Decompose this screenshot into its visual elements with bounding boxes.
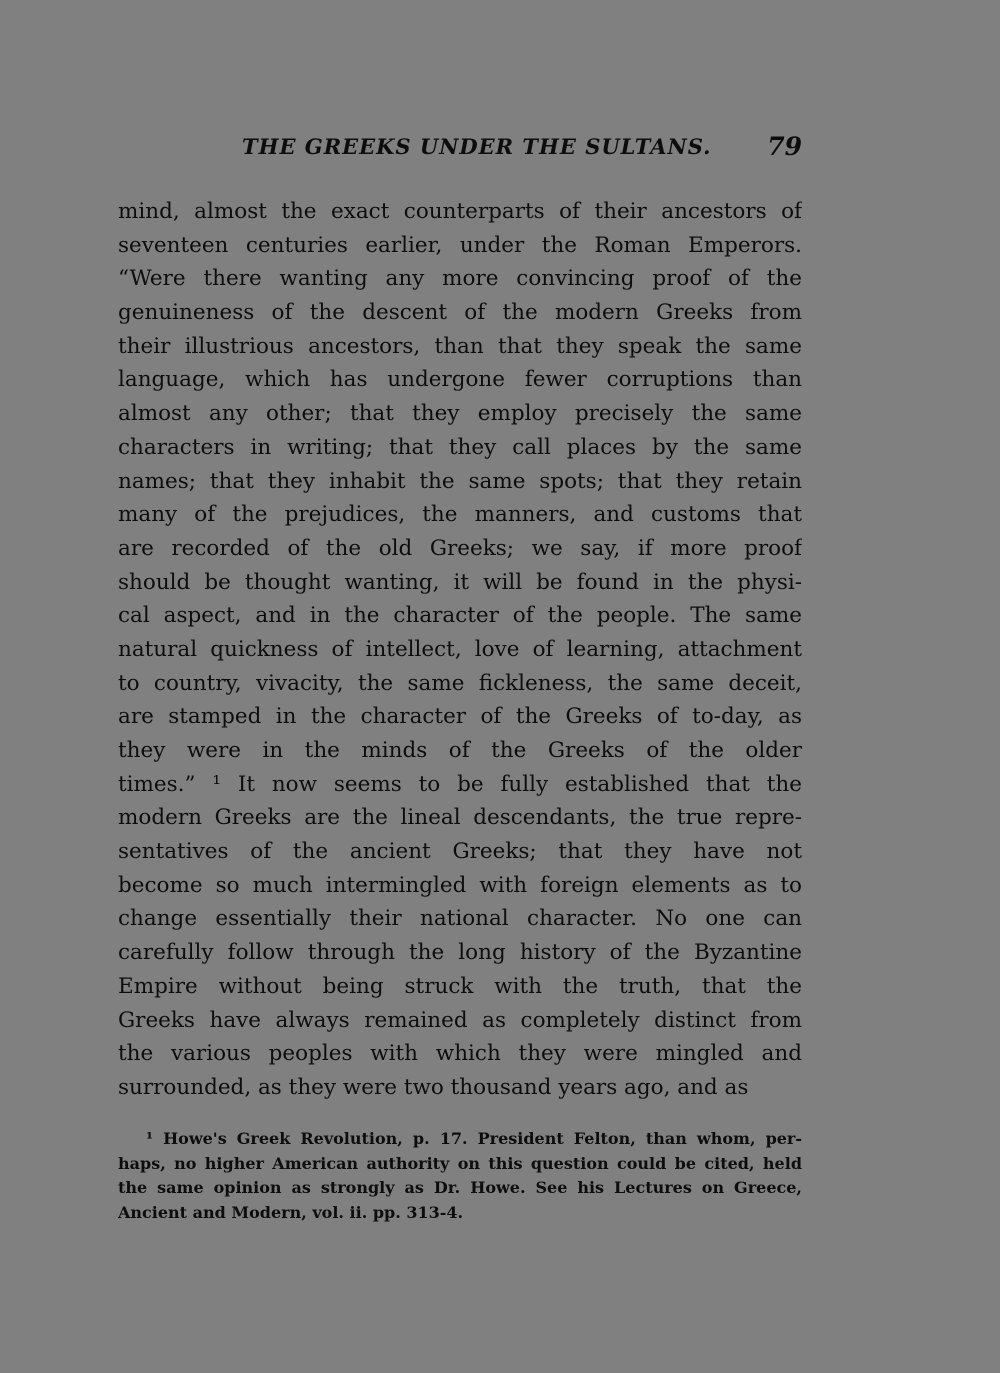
page-number: 79 <box>767 132 802 161</box>
body-line: genuineness of the descent of the modern Greeks from <box>118 300 802 326</box>
running-title: THE GREEKS UNDER THE SULTANS. <box>242 134 712 159</box>
body-line: mind, almost the exact counterparts of their ancestors of <box>118 199 802 224</box>
running-head <box>118 134 802 168</box>
footnote-line: haps, no higher American authority on this question could be cited, held <box>118 1153 802 1173</box>
body-line: they were in the minds of the Greeks of the older <box>118 738 802 763</box>
body-line: surrounded, as they were two thousand years ago, and as <box>118 1074 749 1100</box>
body-line: Greeks have always remained as completely distinct from <box>118 1007 802 1033</box>
body-line: are stamped in the character of the Greeks of to-day, as <box>118 704 802 730</box>
body-line: language, which has undergone fewer corruptions than <box>118 367 802 393</box>
body-line: characters in writing; that they call places by the same <box>118 434 802 460</box>
body-line: times.” ¹ It now seems to be fully established that the <box>118 771 802 797</box>
body-line: many of the prejudices, the manners, and customs that <box>118 502 802 528</box>
body-line: sentatives of the ancient Greeks; that they have not <box>118 839 802 865</box>
body-line: almost any other; that they employ precisely the same <box>118 401 802 427</box>
body-line: Empire without being struck with the truth, that the <box>118 973 802 999</box>
body-line: their illustrious ancestors, than that they speak the same <box>118 333 802 359</box>
body-line: become so much intermingled with foreign elements as to <box>118 872 802 898</box>
body-line: should be thought wanting, it will be found in the physi- <box>118 569 802 595</box>
body-line: “Were there wanting any more convincing proof of the <box>118 266 802 292</box>
footnote-line: ¹ Howe's Greek Revolution, p. 17. President Felton, than whom, per- <box>146 1129 802 1148</box>
footnote-line: Ancient and Modern, vol. ii. pp. 313-4. <box>118 1202 464 1222</box>
body-line: the various peoples with which they were mingled and <box>118 1041 802 1067</box>
body-line: to country, vivacity, the same fickleness, the same deceit, <box>118 670 802 696</box>
body-line: natural quickness of intellect, love of learning, attachment <box>118 636 802 662</box>
body-line: seventeen centuries earlier, under the Roman Emperors. <box>118 232 802 258</box>
body-line: change essentially their national character. No one can <box>118 906 802 932</box>
footnote <box>118 1127 802 1225</box>
body-text <box>118 195 802 1105</box>
body-line: modern Greeks are the lineal descendants, the true repre- <box>118 805 802 831</box>
body-line: are recorded of the old Greeks; we say, if more proof <box>118 535 802 561</box>
body-line: names; that they inhabit the same spots; that they retain <box>118 468 802 494</box>
body-line: carefully follow through the long history of the Byzantine <box>118 940 802 966</box>
footnote-line: the same opinion as strongly as Dr. Howe. See his Lectures on Greece, <box>118 1178 802 1197</box>
body-line: cal aspect, and in the character of the people. The same <box>118 603 802 629</box>
